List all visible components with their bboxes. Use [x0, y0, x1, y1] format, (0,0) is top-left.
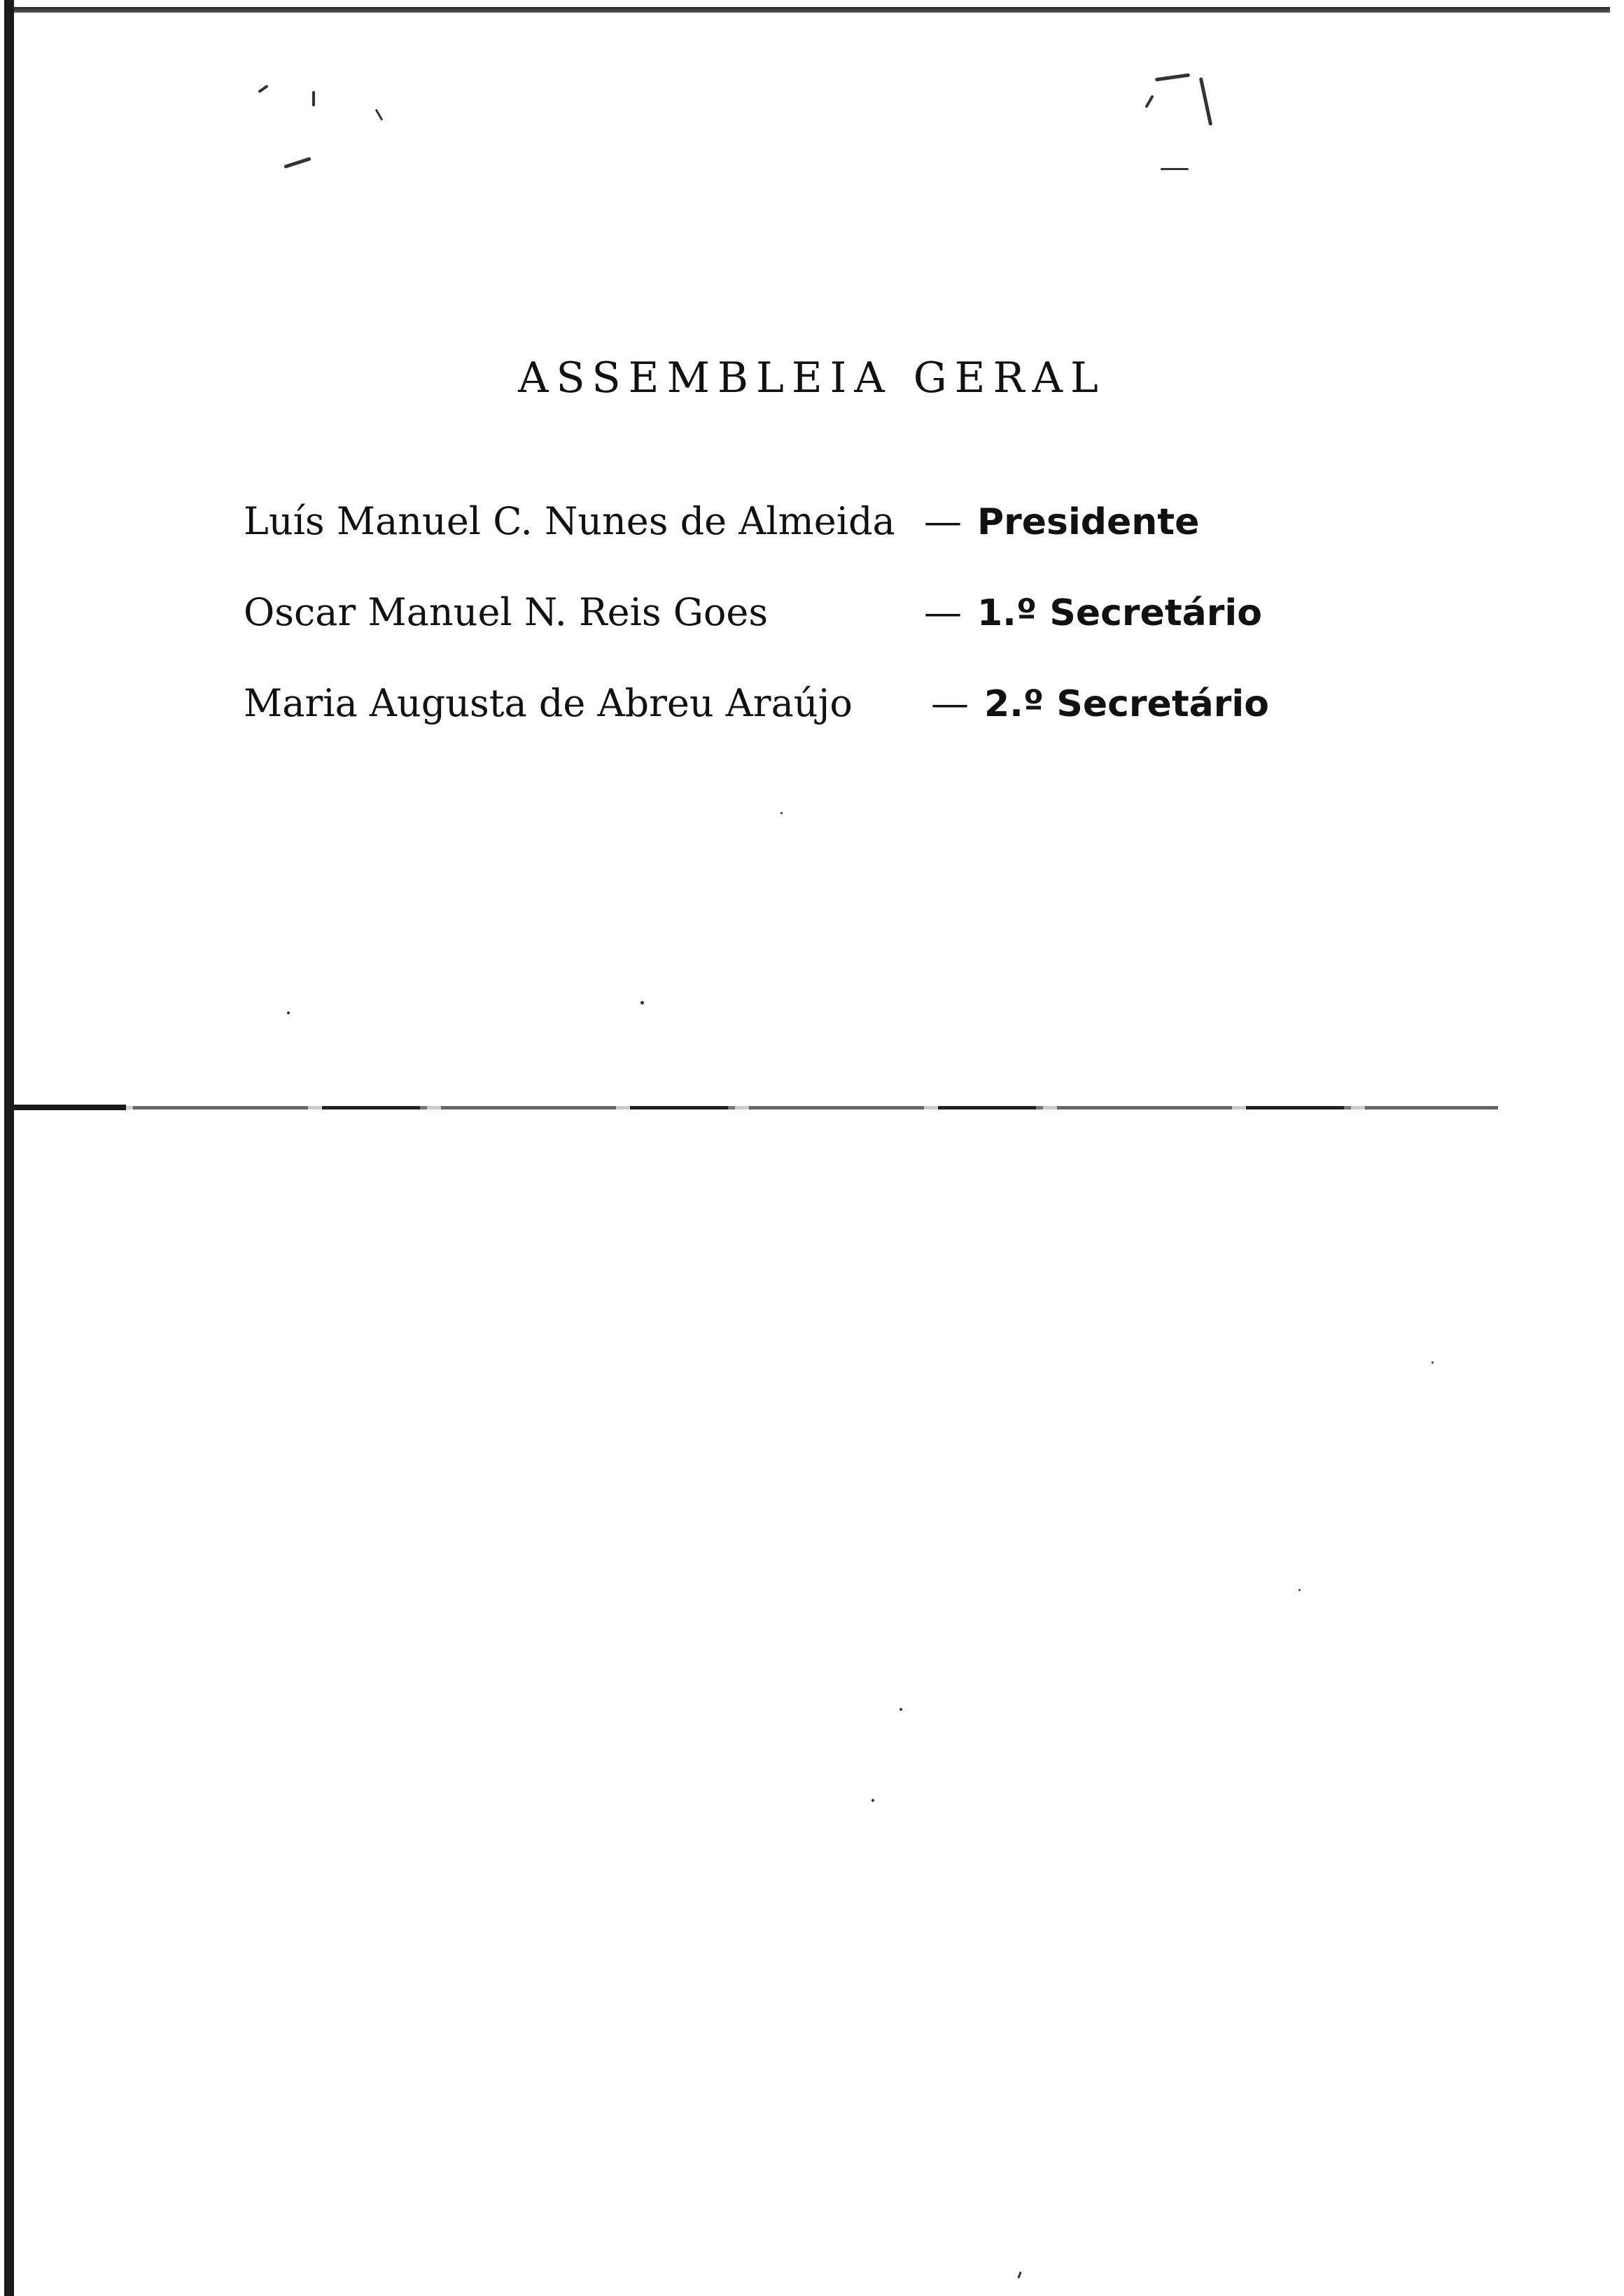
role-title: 2.º Secretário [984, 683, 1269, 725]
member-name: Oscar Manuel N. Reis Goes [244, 590, 769, 634]
role-title: Presidente [977, 501, 1200, 543]
scan-fold-line-edge [14, 1105, 126, 1110]
scan-mark [284, 157, 312, 169]
scan-mark [1155, 74, 1190, 82]
scan-mark [312, 91, 315, 106]
member-name: Luís Manuel C. Nunes de Almeida [244, 499, 895, 543]
role-dash: — [931, 681, 969, 725]
role-dash: — [924, 590, 962, 634]
scan-speck [1017, 2272, 1021, 2278]
scan-mark [1161, 168, 1189, 170]
scan-speck [287, 1011, 290, 1014]
scan-mark [258, 85, 268, 93]
scan-speck [1432, 1362, 1434, 1364]
scan-speck [640, 1001, 644, 1004]
role-title: 1.º Secretário [977, 592, 1262, 634]
role-dash: — [924, 499, 962, 543]
scan-speck [780, 812, 783, 814]
scan-speck [872, 1799, 874, 1802]
scan-mark [1199, 77, 1212, 126]
scan-top-edge [14, 7, 1610, 13]
member-role [924, 584, 1262, 641]
member-name: Maria Augusta de Abreu Araújo [244, 681, 853, 725]
scan-speck [1298, 1589, 1301, 1591]
scan-mark [375, 108, 384, 120]
scan-left-edge [4, 0, 14, 2296]
member-role [924, 493, 1199, 550]
scan-mark [1144, 94, 1154, 108]
scan-fold-line [14, 1106, 1498, 1110]
member-role [931, 676, 1269, 732]
scan-speck [899, 1708, 902, 1711]
section-heading: ASSEMBLEIA GERAL [518, 354, 1106, 402]
